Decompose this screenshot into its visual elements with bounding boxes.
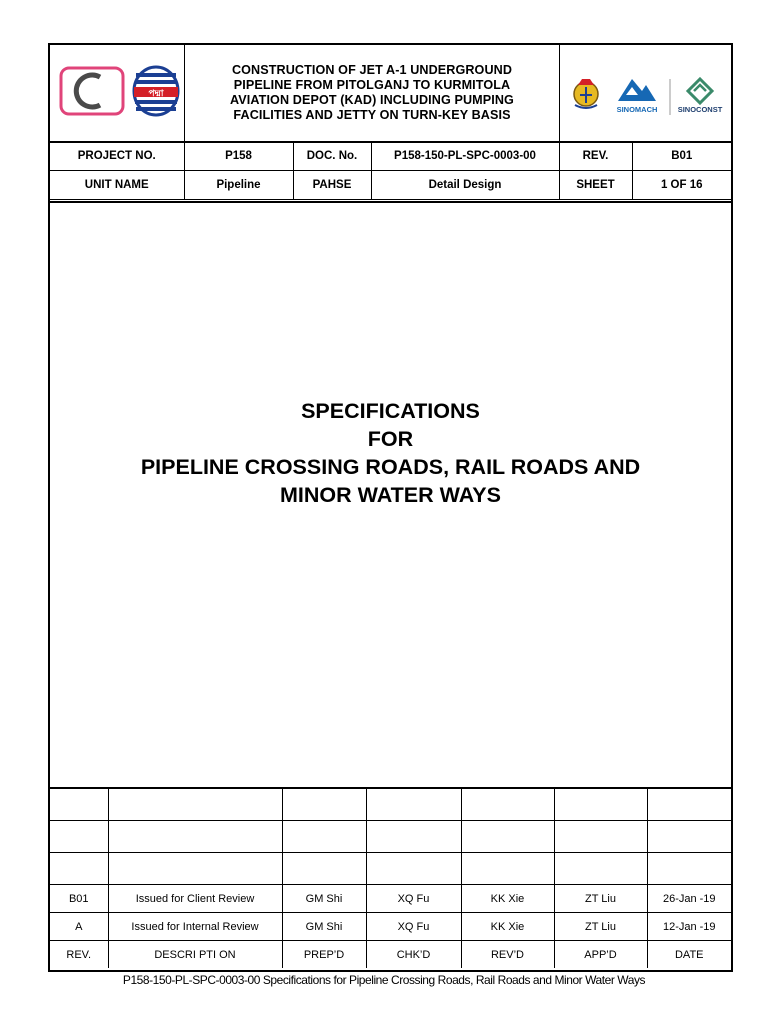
sinoconst-logo-icon: [688, 79, 712, 103]
revision-header-approved: APP’D: [554, 941, 647, 969]
contractor-logos: [560, 45, 731, 141]
project-title: CONSTRUCTION OF JET A-1 UNDERGROUND PIPELINE FROM PITOLGANJ TO KURMITOLA AVIATION DEPOT (KAD) INCLUDING PUMPING FACILITIES AND JETTY ON TURN-KEY BASIS: [230, 63, 514, 122]
header-divider: [50, 201, 731, 203]
revision-row: [50, 885, 731, 913]
revision-reviewed: KK Xie: [461, 913, 554, 941]
revision-date: 26-Jan -19: [647, 885, 731, 913]
phase-label: PAHSE: [293, 171, 371, 200]
revision-header-reviewed: REV’D: [461, 941, 554, 969]
client-logo-icon: [61, 68, 123, 114]
project-no-label: PROJECT NO.: [50, 142, 184, 171]
revision-rev: A: [50, 913, 108, 941]
revision-header-rev: REV.: [50, 941, 108, 969]
header-row: [50, 45, 731, 143]
revision-date: 12-Jan -19: [647, 913, 731, 941]
revision-prepared: GM Shi: [282, 885, 366, 913]
revision-checked: XQ Fu: [366, 885, 461, 913]
project-no-value: P158: [184, 142, 293, 171]
document-frame: [48, 43, 733, 972]
revision-header-checked: CHK’D: [366, 941, 461, 969]
sheet-value: 1 OF 16: [632, 171, 731, 200]
sinoconst-logo-text: SINOCONST: [677, 105, 723, 114]
revision-checked: XQ Fu: [366, 913, 461, 941]
rev-label: REV.: [559, 142, 632, 171]
revision-table: [50, 787, 731, 968]
document-title-line4: MINOR WATER WAYS: [280, 483, 501, 507]
document-title-line3: PIPELINE CROSSING ROADS, RAIL ROADS AND: [140, 455, 641, 479]
revision-approved: ZT Liu: [554, 913, 647, 941]
document-title-line1: SPECIFICATIONS: [301, 399, 480, 423]
revision-reviewed: KK Xie: [461, 885, 554, 913]
revision-approved: ZT Liu: [554, 885, 647, 913]
revision-header-prepared: PREP’D: [282, 941, 366, 969]
revision-row: [50, 913, 731, 941]
padma-logo-text: পদ্মা: [148, 89, 164, 99]
revision-rev: B01: [50, 885, 108, 913]
document-title: [50, 397, 731, 509]
unit-name-label: UNIT NAME: [50, 171, 184, 200]
revision-blank-row: [50, 853, 731, 885]
document-title-line2: FOR: [367, 427, 414, 451]
sinomach-logo-text: SINOMACH: [616, 105, 658, 114]
revision-blank-row: [50, 788, 731, 821]
phase-value: Detail Design: [371, 171, 559, 200]
revision-prepared: GM Shi: [282, 913, 366, 941]
sinomach-logo-icon: [618, 79, 656, 101]
navy-emblem-icon: [574, 79, 598, 108]
revision-header-row: [50, 941, 731, 969]
doc-no-value: P158-150-PL-SPC-0003-00: [371, 142, 559, 171]
revision-header-date: DATE: [647, 941, 731, 969]
info-row-project: [50, 141, 731, 171]
sheet-label: SHEET: [559, 171, 632, 200]
rev-value: B01: [632, 142, 731, 171]
page-footer: P158-150-PL-SPC-0003-00 Specifications for Pipeline Crossing Roads, Rail Roads and Minor Water Ways: [122, 973, 646, 987]
info-row-unit: [50, 170, 731, 200]
revision-description: Issued for Internal Review: [108, 913, 282, 941]
revision-blank-row: [50, 821, 731, 853]
doc-no-label: DOC. No.: [293, 142, 371, 171]
project-title-cell: [185, 45, 560, 141]
revision-header-description: DESCRI PTI ON: [108, 941, 282, 969]
revision-description: Issued for Client Review: [108, 885, 282, 913]
unit-name-value: Pipeline: [184, 171, 293, 200]
client-logos: [50, 45, 185, 141]
